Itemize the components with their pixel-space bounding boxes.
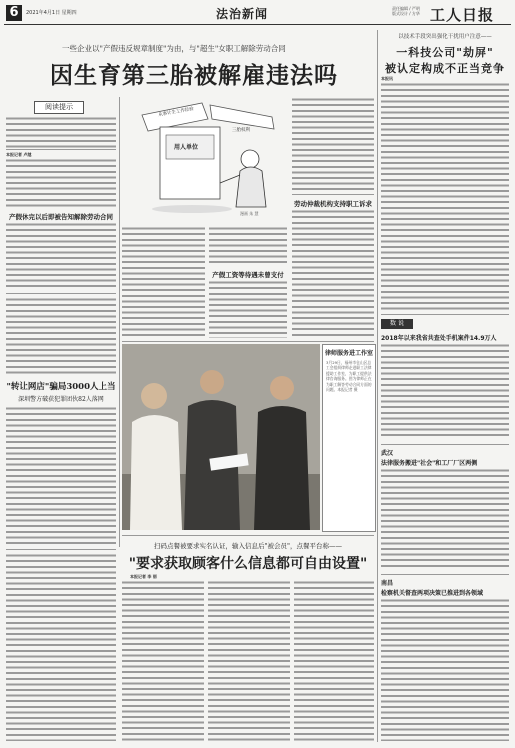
story3-body-col3: [208, 580, 290, 741]
sidebar-divider: [377, 30, 378, 742]
story2-headline: "转让网店"骗局3000人上当: [6, 382, 116, 392]
lead-body-col1-a: [6, 158, 116, 208]
photo-caption-title: 律师服务进工作室: [324, 350, 373, 357]
brief1-body: [381, 468, 509, 568]
brief1-headline: 法律服务搬进"社会"和工厂厂区两侧: [381, 460, 478, 467]
cartoon-drawing-icon: [122, 97, 290, 222]
column-divider: [119, 97, 120, 547]
designer-line: 版式设计 / 方华: [392, 11, 420, 16]
brief2-headline: 检察机关督查两项决策已推进到各领域: [381, 590, 484, 597]
brief2-body: [381, 598, 509, 741]
lead-body-col4-b: [292, 209, 374, 338]
story3-kicker: 扫码点餐被要求实名认证，输入信息后"被会员"，点餐平台称——: [154, 542, 342, 550]
story2-body: [6, 406, 116, 546]
editor-info: [392, 6, 420, 16]
cartoon-label-2: 用人单位: [174, 144, 199, 151]
sidebar-body: [381, 82, 509, 310]
photo-caption-box: [322, 344, 376, 532]
news-photo: [122, 344, 320, 530]
newspaper-logo: 工人日报: [430, 6, 495, 24]
lead-subhead-2: 产假工资等待遇未曾支付: [212, 271, 284, 279]
lead-subhead-3: 劳动仲裁机构支持职工诉求: [294, 200, 372, 208]
data-section-label: 数 说: [381, 319, 413, 329]
cartoon-label-1: 从事计生工作经验: [157, 106, 195, 119]
story3-body-col4: [294, 580, 374, 741]
story3-byline: 本报记者 李 丽: [130, 574, 157, 579]
reading-tips-title: 阅读提示: [34, 101, 84, 114]
cartoon-illustration: [122, 97, 290, 222]
sidebar-kicker: 以技术手段突出强化干扰用户注意——: [398, 34, 492, 40]
stat-body: [381, 343, 509, 439]
story2-lead-text: [6, 297, 116, 375]
lead-byline: 本报记者 卢越: [6, 152, 32, 157]
lead-body-col3-a: [209, 226, 287, 266]
sidebar-rule-3: [381, 574, 509, 575]
story2-subhead: 深圳警方破获犯罪团伙82人落网: [18, 396, 104, 403]
issue-date: 2021年4月1日 星期四: [26, 10, 77, 16]
reading-tips-text: [6, 116, 116, 150]
brief1-label: 武汉: [381, 450, 394, 457]
story3-headline: "要求获取顾客什么信息都可自由设置": [128, 556, 368, 572]
section-divider: [122, 341, 374, 342]
brief2-label: 南昌: [381, 580, 394, 587]
lead-body-col1-b: [6, 222, 116, 290]
page-number: 6: [6, 5, 22, 21]
lead-headline: 因生育第三胎被解雇违法吗: [50, 62, 338, 89]
lead-body-col2: [122, 226, 205, 338]
sidebar-rule-2: [381, 444, 509, 445]
story2-bottom-rule: [6, 549, 116, 550]
lead-subhead-1: 产假休完以后即被告知解除劳动合同: [9, 213, 113, 221]
section-title: 法治新闻: [216, 7, 269, 21]
editor-line: 责任编辑 / 严明: [392, 6, 420, 11]
story3-body-col1: [6, 553, 116, 741]
sidebar-byline: 本报讯: [381, 76, 393, 81]
sidebar-headline-2: 被认定构成不正当竞争: [385, 62, 505, 75]
photo-caption-text: 3月29日，福州市仓山区总工会组织律师走进职工法律援助工作室，为职工提供法律咨询服务。图为律师正在为职工解答劳动合同方面的问题。本报记者 摄: [326, 360, 372, 393]
story3-top-rule: [122, 535, 374, 536]
sidebar-headline-1: 一科技公司"劫屏": [396, 46, 494, 59]
lead-body-col3-b: [209, 280, 287, 338]
cartoon-label-3: 三胎权利: [232, 128, 250, 133]
story2-top-rule: [6, 293, 116, 294]
sidebar-rule-1: [381, 314, 509, 315]
header-rule: [4, 24, 511, 25]
lead-kicker: 一些企业以"产假违反规章制度"为由，与"超生"女职工解除劳动合同: [62, 44, 286, 53]
stat-headline: 2018年以来我省共查处手机案件14.9万人: [381, 335, 497, 342]
photo-people-icon: [122, 344, 320, 530]
story3-body-col2: [122, 580, 204, 741]
lead-body-col4-a: [292, 97, 374, 195]
cartoon-credit: 漫画 朱 慧: [240, 211, 259, 216]
